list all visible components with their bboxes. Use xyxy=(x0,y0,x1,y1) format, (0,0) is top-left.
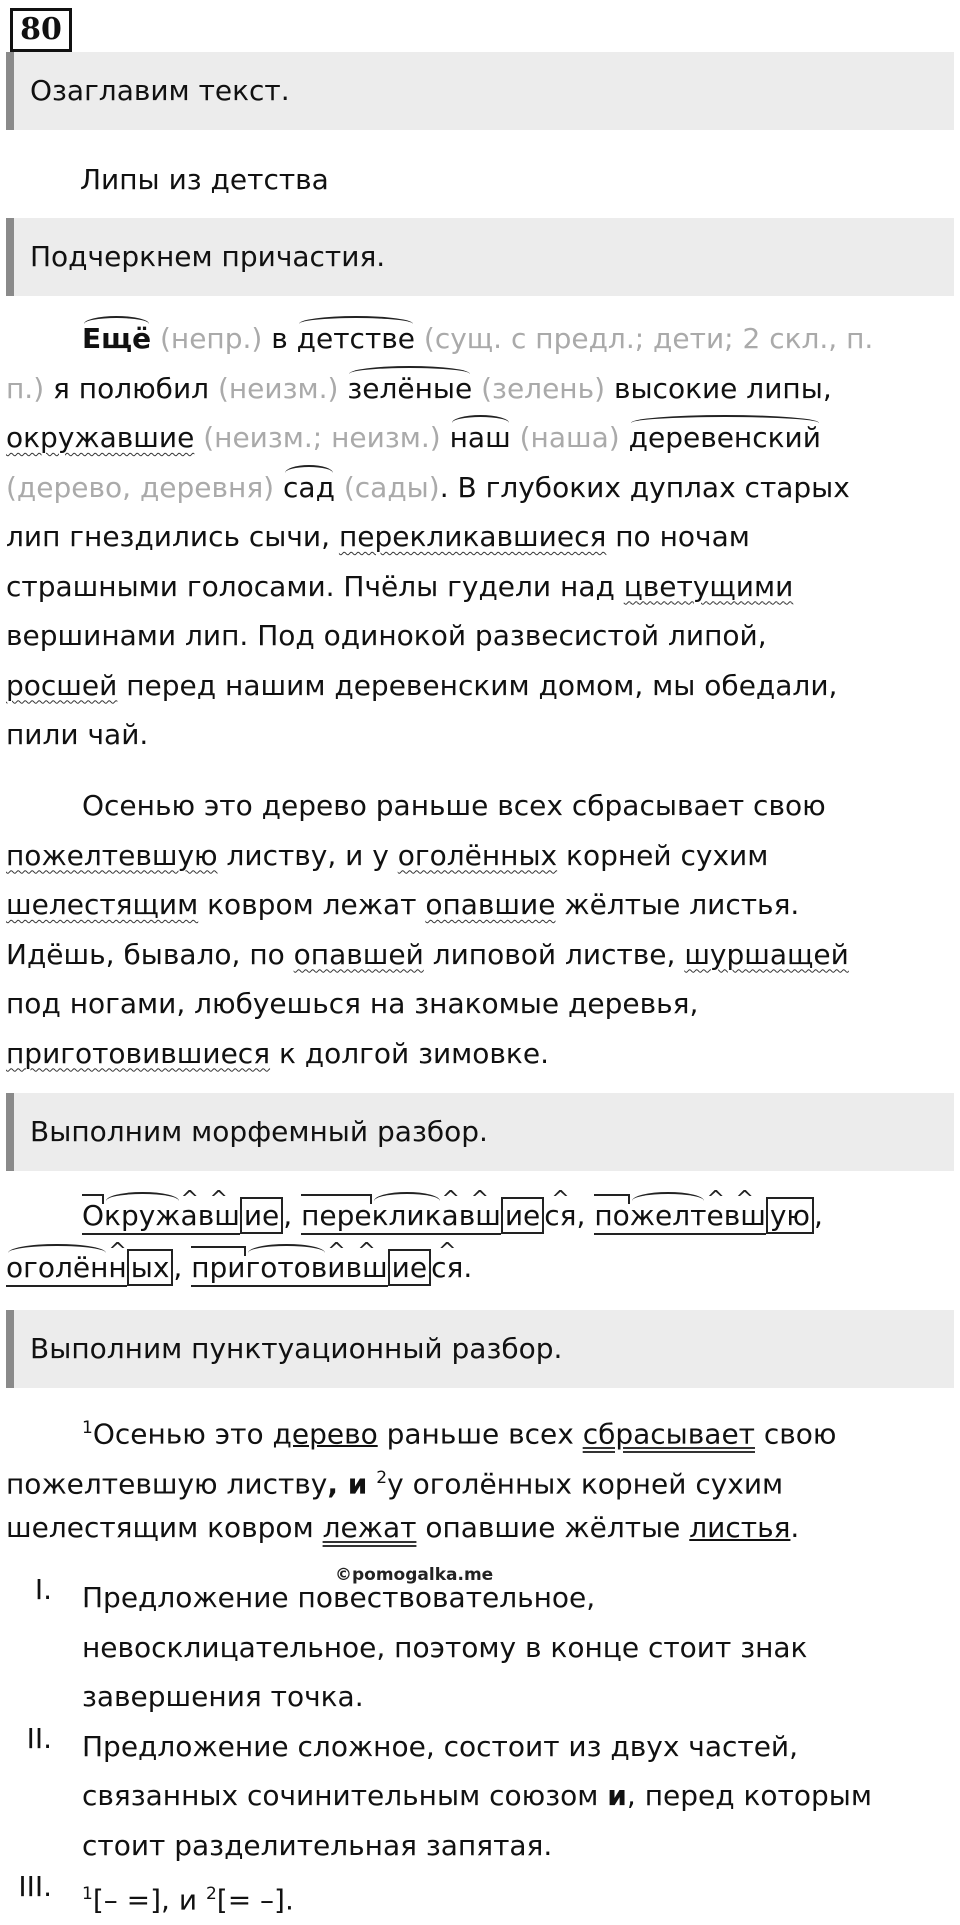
text1-line-4 xyxy=(6,463,954,513)
participle-okruzhavshie: окружавшие xyxy=(6,421,195,454)
analysis-item-1 xyxy=(6,1573,954,1722)
clause-number: 1 xyxy=(82,1884,93,1904)
ending: ую xyxy=(766,1197,814,1234)
text: . В глубоких дуплах старых xyxy=(439,470,850,504)
text1-line-3 xyxy=(6,413,954,463)
morph-line-1 xyxy=(6,1190,954,1242)
note: (неизм.; неизм.) xyxy=(194,421,450,454)
word: в xyxy=(271,322,297,355)
text: по ночам xyxy=(606,520,750,553)
item-number: II. xyxy=(26,1721,52,1755)
punct-line-2 xyxy=(6,1454,954,1504)
root: клик xyxy=(372,1190,442,1242)
word: я xyxy=(53,371,79,405)
text1-line-7: вершинами лип. Под одинокой развесистой липой, xyxy=(6,619,767,652)
suffix: ^ и xyxy=(327,1242,345,1294)
note: (наша) xyxy=(510,421,629,454)
text: корней сухим xyxy=(557,838,769,872)
text: жёлтые листья. xyxy=(555,888,800,921)
participle-shelestyashchim: шелестящим xyxy=(6,888,199,921)
text: пожелтевшую листву xyxy=(6,1466,328,1500)
subject-listya: листья xyxy=(689,1511,791,1544)
clause-number: 1 xyxy=(82,1418,93,1438)
suffix: ^ а xyxy=(442,1190,459,1242)
postfix: ^ ся xyxy=(431,1242,463,1294)
postfix: ^ ся xyxy=(544,1190,576,1242)
suffix: ^ вш xyxy=(346,1242,388,1294)
participle-opavshey: опавшей xyxy=(293,937,424,971)
word-derevenskiy: деревенский xyxy=(629,413,821,463)
space xyxy=(367,1467,376,1500)
suffix: ^ е xyxy=(706,1190,723,1242)
note: (неизм.) xyxy=(209,371,348,405)
text2-line-2 xyxy=(6,831,954,881)
suffix: ^ вш xyxy=(198,1190,240,1242)
text-title: Липы из детства xyxy=(80,163,329,196)
word: высокие липы, xyxy=(613,371,832,405)
morph-word-prigotovivshiesya xyxy=(191,1251,387,1287)
root: желт xyxy=(630,1190,707,1242)
word-polyubil: полюбил xyxy=(78,371,210,405)
prefix: О xyxy=(82,1190,104,1242)
predicate-lezhat: лежат xyxy=(322,1511,417,1544)
comma: , xyxy=(576,1199,595,1232)
word-sad: сад xyxy=(283,463,335,513)
suffix: ^ вш xyxy=(459,1190,501,1242)
text: Осенью это xyxy=(92,1417,273,1451)
item-line: Предложение сложное, состоит из двух частей, xyxy=(82,1729,799,1763)
text: связанных сочинительным союзом xyxy=(82,1779,608,1812)
participle-pozheltevshuyu: пожелтевшую xyxy=(6,838,218,872)
participle-opavshie: опавшие xyxy=(425,888,556,921)
section-heading-punctuation: Выполним пунктуационный разбор. xyxy=(6,1310,954,1388)
ending: ых xyxy=(127,1249,174,1286)
analysis-list xyxy=(6,1573,954,1920)
note: (сады) xyxy=(334,470,440,504)
punct-line-3 xyxy=(6,1503,954,1553)
item-line: невосклицательное, поэтому в конце стоит знак xyxy=(82,1630,808,1664)
section-heading-participles: Подчеркнем причастия. xyxy=(6,218,954,296)
morph-word-pozheltevshuyu xyxy=(594,1199,765,1235)
section-heading-title: Озаглавим текст. xyxy=(6,52,954,130)
prefix: пере xyxy=(301,1190,372,1242)
ending: ие xyxy=(388,1249,431,1286)
task-number: 80 xyxy=(10,8,72,52)
text2-line-4 xyxy=(6,930,954,980)
text1-line-5 xyxy=(6,512,954,562)
participle-pereklikavshiesya: перекликавшиеся xyxy=(338,520,607,553)
suffix: ^ а xyxy=(181,1190,198,1242)
note: п.) xyxy=(6,371,54,405)
root: готов xyxy=(246,1242,328,1294)
word-eshche: Ещё xyxy=(82,314,151,364)
text2-line-5: под ногами, любуешься на знакомые деревья, xyxy=(6,987,699,1020)
scheme: [= –]. xyxy=(216,1883,294,1917)
item-number: I. xyxy=(34,1573,52,1606)
text: лип гнездились сычи, xyxy=(6,520,339,553)
morpheme-analysis xyxy=(6,1190,954,1294)
text-paragraph-2 xyxy=(6,781,954,1078)
text-paragraph-1 xyxy=(6,314,954,760)
text: Идёшь, бывало, по xyxy=(6,937,294,971)
item-number: III. xyxy=(18,1870,52,1903)
note: (зелень) xyxy=(472,371,614,405)
text: листву, и у xyxy=(217,838,398,872)
morph-word-ogolennykh xyxy=(6,1251,127,1287)
note: (дерево, деревня) xyxy=(6,470,284,504)
text2-line-6 xyxy=(6,1029,954,1079)
participle-rosshey: росшей xyxy=(6,668,118,702)
text: шелестящим ковром xyxy=(6,1511,323,1544)
text1-line-2 xyxy=(6,364,954,414)
participle-tsvetushchimi: цветущими xyxy=(623,569,794,603)
text: у оголённых корней сухим xyxy=(387,1466,784,1500)
punct-line-1 xyxy=(6,1404,954,1454)
root: оголён xyxy=(6,1242,108,1294)
scheme: [– =], и xyxy=(92,1883,206,1917)
comma: , xyxy=(813,1199,823,1232)
text2-line-1: Осенью это дерево раньше всех сбрасывает свою xyxy=(82,789,826,822)
text: к долгой зимовке. xyxy=(270,1036,549,1070)
text: перед нашим деревенским домом, мы обедали, xyxy=(117,668,838,702)
clause-number: 2 xyxy=(376,1467,388,1488)
scheme-line xyxy=(82,1870,954,1920)
watermark: ©pomogalka.me xyxy=(335,1565,494,1585)
participle-prigotovivshiesya: приготовившиеся xyxy=(6,1036,271,1070)
comma: , xyxy=(283,1199,302,1232)
ending: ие xyxy=(240,1197,283,1234)
analysis-item-3 xyxy=(6,1870,954,1920)
predicate-sbrasyvaet: сбрасывает xyxy=(582,1417,755,1451)
root: круж xyxy=(104,1190,180,1242)
conjunction-i: и xyxy=(607,1779,627,1812)
comma: , xyxy=(173,1251,192,1284)
word-nash: наш xyxy=(450,413,511,463)
item-line: стоит разделительная запятая. xyxy=(82,1828,553,1862)
text: ковром лежат xyxy=(198,888,426,921)
suffix: ^ вш xyxy=(724,1190,766,1242)
note: (непр.) xyxy=(151,322,272,355)
text1-line-1 xyxy=(6,314,954,364)
text: липовой листве, xyxy=(423,937,685,971)
participle-shurshashchey: шуршащей xyxy=(684,937,849,971)
word-zelenye: зелёные xyxy=(347,364,472,414)
section-heading-morpheme: Выполним морфемный разбор. xyxy=(6,1093,954,1171)
subject-derevo: дерево xyxy=(272,1417,378,1451)
prefix: по xyxy=(594,1190,629,1242)
note: (сущ. с предл.; дети; 2 скл., п. xyxy=(415,322,874,355)
ending: ие xyxy=(501,1197,544,1234)
morph-line-2 xyxy=(6,1242,954,1294)
suffix: ^ н xyxy=(108,1242,126,1294)
participle-ogolennykh: оголённых xyxy=(397,838,558,872)
clause-number: 2 xyxy=(205,1884,217,1904)
text: раньше всех xyxy=(377,1417,583,1451)
text1-line-6 xyxy=(6,562,954,612)
period: . xyxy=(790,1511,800,1544)
period: . xyxy=(463,1251,473,1284)
text2-line-3 xyxy=(6,880,954,930)
text: страшными голосами. Пчёлы гудели над xyxy=(6,569,624,603)
text1-line-8 xyxy=(6,661,954,711)
text: опавшие жёлтые xyxy=(416,1511,690,1544)
analysis-item-2 xyxy=(6,1722,954,1871)
item-line xyxy=(82,1771,954,1821)
item-line: завершения точка. xyxy=(82,1680,364,1713)
prefix: при xyxy=(191,1242,245,1294)
text1-line-9: пили чай. xyxy=(6,718,149,751)
conjunction-i: , и xyxy=(327,1466,368,1500)
word-detstve: детстве xyxy=(297,314,415,364)
punctuation-sentence xyxy=(6,1404,954,1553)
text: , перед которым xyxy=(626,1779,872,1812)
morph-word-okruzhavshie xyxy=(82,1199,240,1235)
text: свою xyxy=(754,1417,837,1451)
item-line: Предложение повествовательное, xyxy=(82,1581,596,1614)
